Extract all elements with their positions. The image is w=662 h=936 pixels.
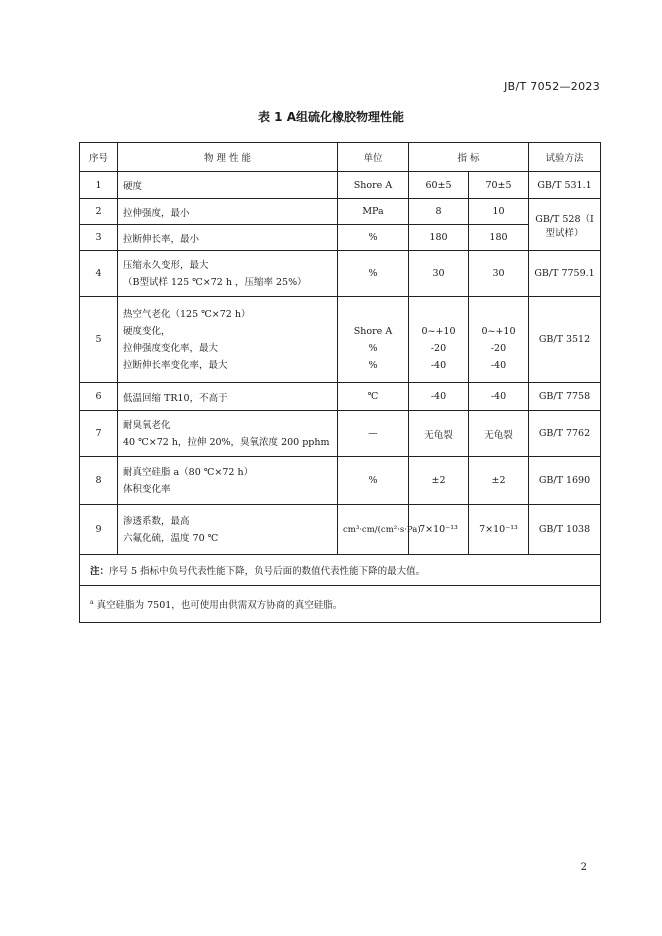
- value-cell: 30: [409, 251, 469, 297]
- value-cell: 180: [409, 225, 469, 251]
- unit-line: [343, 306, 403, 323]
- property-cell: [118, 457, 338, 505]
- seq-cell: 8: [80, 457, 118, 505]
- value-line: -40: [490, 359, 507, 371]
- method-cell: GB/T 7758: [529, 383, 601, 411]
- value-cell: 60±5: [409, 172, 469, 199]
- property-line: 体积变化率: [123, 483, 171, 495]
- unit-cell: [338, 297, 409, 383]
- seq-cell: 4: [80, 251, 118, 297]
- property-cell: [118, 251, 338, 297]
- unit-cell: %: [338, 457, 409, 505]
- table-row: [80, 251, 601, 297]
- property-line: 六氟化硫，温度 70 ℃: [123, 532, 219, 544]
- value-line: [414, 306, 463, 323]
- property-line: 耐真空硅脂 a（80 ℃×72 h）: [123, 466, 254, 478]
- value-line: -20: [430, 342, 447, 354]
- property-cell: [118, 505, 338, 555]
- unit-cell: MPa: [338, 199, 409, 225]
- header-seq: 序号: [80, 143, 118, 172]
- unit-cell: Shore A: [338, 172, 409, 199]
- value-cell: 180: [469, 225, 529, 251]
- page-number: 2: [580, 862, 587, 873]
- property-cell: [118, 411, 338, 457]
- standard-number: JB/T 7052—2023: [504, 80, 600, 93]
- seq-cell: 1: [80, 172, 118, 199]
- note-label: 注：: [90, 566, 110, 577]
- method-cell: GB/T 7759.1: [529, 251, 601, 297]
- value-cell: [409, 297, 469, 383]
- property-line: 耐臭氧老化: [123, 419, 171, 431]
- unit-cell: —: [338, 411, 409, 457]
- value-cell: [469, 297, 529, 383]
- table-row: [80, 225, 601, 251]
- property-line: 硬度变化，: [123, 325, 171, 337]
- method-cell: GB/T 1038: [529, 505, 601, 555]
- value-cell: 7×10⁻¹³: [409, 505, 469, 555]
- value-line: [474, 306, 523, 323]
- value-line: 0~+10: [481, 325, 516, 337]
- note-text: 序号 5 指标中负号代表性能下降，负号后面的数值代表性能下降的最大值。: [109, 566, 426, 577]
- value-cell: 7×10⁻¹³: [469, 505, 529, 555]
- property-cell: 硬度: [118, 172, 338, 199]
- table-footnote: [80, 586, 601, 623]
- value-cell: 无龟裂: [469, 411, 529, 457]
- value-cell: 无龟裂: [409, 411, 469, 457]
- header-method: 试验方法: [529, 143, 601, 172]
- unit-cell: cm³·cm/(cm²·s·Pa): [338, 505, 409, 555]
- table-row: [80, 457, 601, 505]
- unit-cell: %: [338, 225, 409, 251]
- value-cell: ±2: [409, 457, 469, 505]
- seq-cell: 3: [80, 225, 118, 251]
- footnote-text: 真空硅脂为 7501，也可使用由供需双方协商的真空硅脂。: [96, 600, 343, 611]
- property-cell: 拉断伸长率，最小: [118, 225, 338, 251]
- header-property: 物 理 性 能: [118, 143, 338, 172]
- value-cell: -40: [409, 383, 469, 411]
- value-cell: 10: [469, 199, 529, 225]
- table-row: [80, 411, 601, 457]
- property-line: 压缩永久变形，最大: [123, 259, 209, 271]
- property-line: 渗透系数，最高: [123, 515, 190, 527]
- table-row: [80, 383, 601, 411]
- unit-cell: %: [338, 251, 409, 297]
- header-unit: 单位: [338, 143, 409, 172]
- unit-cell: ℃: [338, 383, 409, 411]
- footnote-mark: a: [90, 598, 94, 606]
- seq-cell: 5: [80, 297, 118, 383]
- table-row: [80, 505, 601, 555]
- value-cell: -40: [469, 383, 529, 411]
- property-line: 拉伸强度变化率，最大: [123, 342, 219, 354]
- value-cell: ±2: [469, 457, 529, 505]
- table-caption: 表 1 A组硫化橡胶物理性能: [258, 110, 404, 124]
- property-cell: [118, 297, 338, 383]
- method-cell: GB/T 1690: [529, 457, 601, 505]
- seq-cell: 9: [80, 505, 118, 555]
- seq-cell: 2: [80, 199, 118, 225]
- property-line: 拉断伸长率变化率，最大: [123, 359, 228, 371]
- method-cell: GB/T 7762: [529, 411, 601, 457]
- property-line: 40 ℃×72 h，拉伸 20%，臭氧浓度 200 pphm: [123, 436, 330, 448]
- method-cell: GB/T 3512: [529, 297, 601, 383]
- property-cell: 拉伸强度，最小: [118, 199, 338, 225]
- property-line: 热空气老化（125 ℃×72 h）: [123, 308, 251, 320]
- property-cell: 低温回缩 TR10，不高于: [118, 383, 338, 411]
- table-note-row: [80, 555, 601, 586]
- table-note: [80, 555, 601, 586]
- table-row: [80, 297, 601, 383]
- method-cell: GB/T 528（Ⅰ型试样）: [529, 199, 601, 251]
- seq-cell: 6: [80, 383, 118, 411]
- value-cell: 30: [469, 251, 529, 297]
- value-line: -40: [430, 359, 447, 371]
- property-line: （B型试样 125 ℃×72 h ，压缩率 25%）: [123, 276, 307, 288]
- value-cell: 70±5: [469, 172, 529, 199]
- value-cell: 8: [409, 199, 469, 225]
- table-header-row: [80, 143, 601, 172]
- table-row: [80, 172, 601, 199]
- table-footnote-row: [80, 586, 601, 623]
- properties-table: [79, 142, 601, 623]
- seq-cell: 7: [80, 411, 118, 457]
- unit-line: %: [368, 359, 378, 371]
- method-cell: GB/T 531.1: [529, 172, 601, 199]
- unit-line: Shore A: [353, 325, 393, 337]
- unit-line: %: [368, 342, 378, 354]
- table-row: [80, 199, 601, 225]
- header-index: 指 标: [409, 143, 529, 172]
- value-line: -20: [490, 342, 507, 354]
- value-line: 0~+10: [421, 325, 456, 337]
